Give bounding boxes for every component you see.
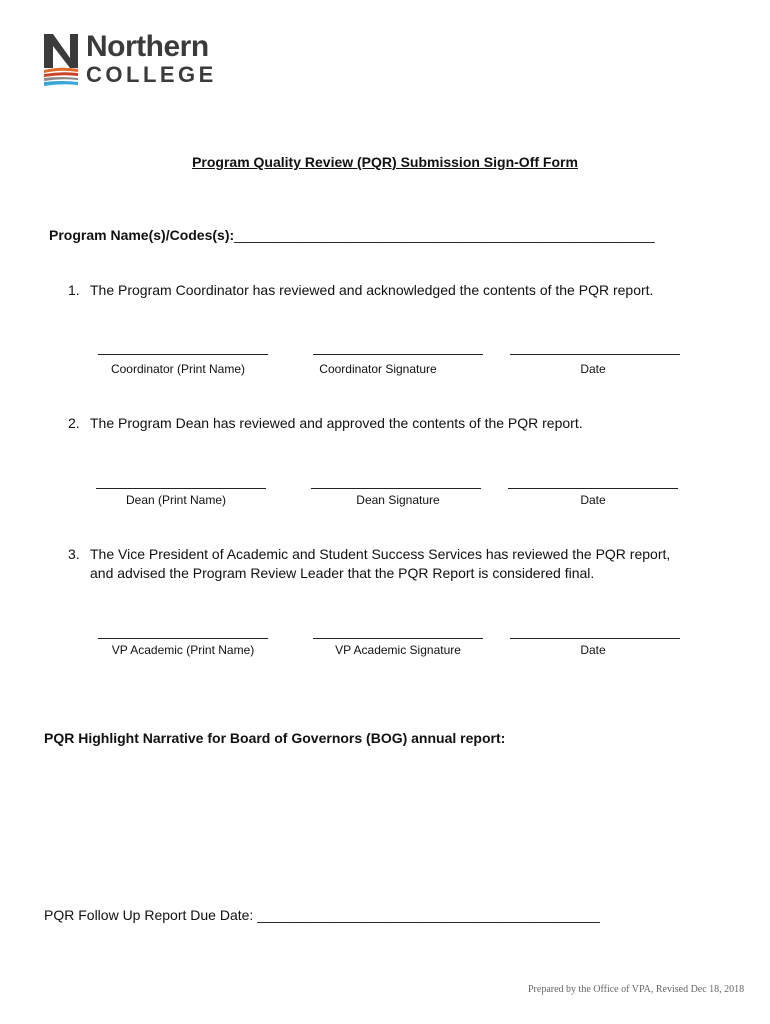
logo-wordmark-northern: Northern xyxy=(86,30,209,63)
logo-wordmark-college: COLLEGE xyxy=(86,62,217,87)
step-3-text-line-2: and advised the Program Review Leader that the PQR Report is considered final. xyxy=(90,565,595,581)
step-2-text: The Program Dean has reviewed and approved the contents of the PQR report. xyxy=(90,415,583,431)
dean-signature-line[interactable] xyxy=(311,488,481,489)
vp-date-label: Date xyxy=(580,643,606,657)
footer-note: Prepared by the Office of VPA, Revised Dec 18, 2018 xyxy=(528,984,745,995)
step-3-number: 3. xyxy=(68,546,80,562)
dean-date-line[interactable] xyxy=(508,488,678,489)
step-1-text: The Program Coordinator has reviewed and acknowledged the contents of the PQR report. xyxy=(90,282,654,298)
step-1-number: 1. xyxy=(68,282,80,298)
coordinator-print-name-label: Coordinator (Print Name) xyxy=(110,362,246,376)
step-2-number: 2. xyxy=(68,415,80,431)
vp-print-name-line[interactable] xyxy=(98,638,268,639)
program-name-field[interactable] xyxy=(49,227,655,243)
northern-college-logo xyxy=(44,32,224,88)
step-2 xyxy=(68,413,583,433)
dean-date-label: Date xyxy=(580,493,606,507)
logo-mark-icon xyxy=(44,32,84,86)
coordinator-date-label: Date xyxy=(580,362,606,376)
vp-signature-line[interactable] xyxy=(313,638,483,639)
followup-due-date-field[interactable] xyxy=(44,907,600,923)
followup-label: PQR Follow Up Report Due Date: xyxy=(44,907,254,923)
coordinator-print-name-line[interactable] xyxy=(98,354,268,355)
program-name-blank[interactable]: ______________________________________________________ xyxy=(234,227,655,243)
coordinator-signature-label: Coordinator Signature xyxy=(319,362,437,376)
vp-date-line[interactable] xyxy=(510,638,680,639)
vp-print-name-label: VP Academic (Print Name) xyxy=(111,643,255,657)
coordinator-date-line[interactable] xyxy=(510,354,680,355)
dean-print-name-line[interactable] xyxy=(96,488,266,489)
dean-signature-label: Dean Signature xyxy=(356,493,440,507)
step-3-continuation xyxy=(90,563,594,583)
step-3 xyxy=(68,544,670,564)
bog-narrative-heading: PQR Highlight Narrative for Board of Governors (BOG) annual report: xyxy=(44,730,506,746)
followup-blank[interactable]: ____________________________________________ xyxy=(257,907,600,923)
step-3-text-line-1: The Vice President of Academic and Student Success Services has reviewed the PQR report, xyxy=(90,546,671,562)
vp-signature-label: VP Academic Signature xyxy=(335,643,461,657)
dean-print-name-label: Dean (Print Name) xyxy=(125,493,227,507)
document-title: Program Quality Review (PQR) Submission Sign-Off Form xyxy=(192,154,578,170)
coordinator-signature-line[interactable] xyxy=(313,354,483,355)
program-name-label: Program Name(s)/Codes(s): xyxy=(49,227,235,243)
step-1 xyxy=(68,280,653,300)
